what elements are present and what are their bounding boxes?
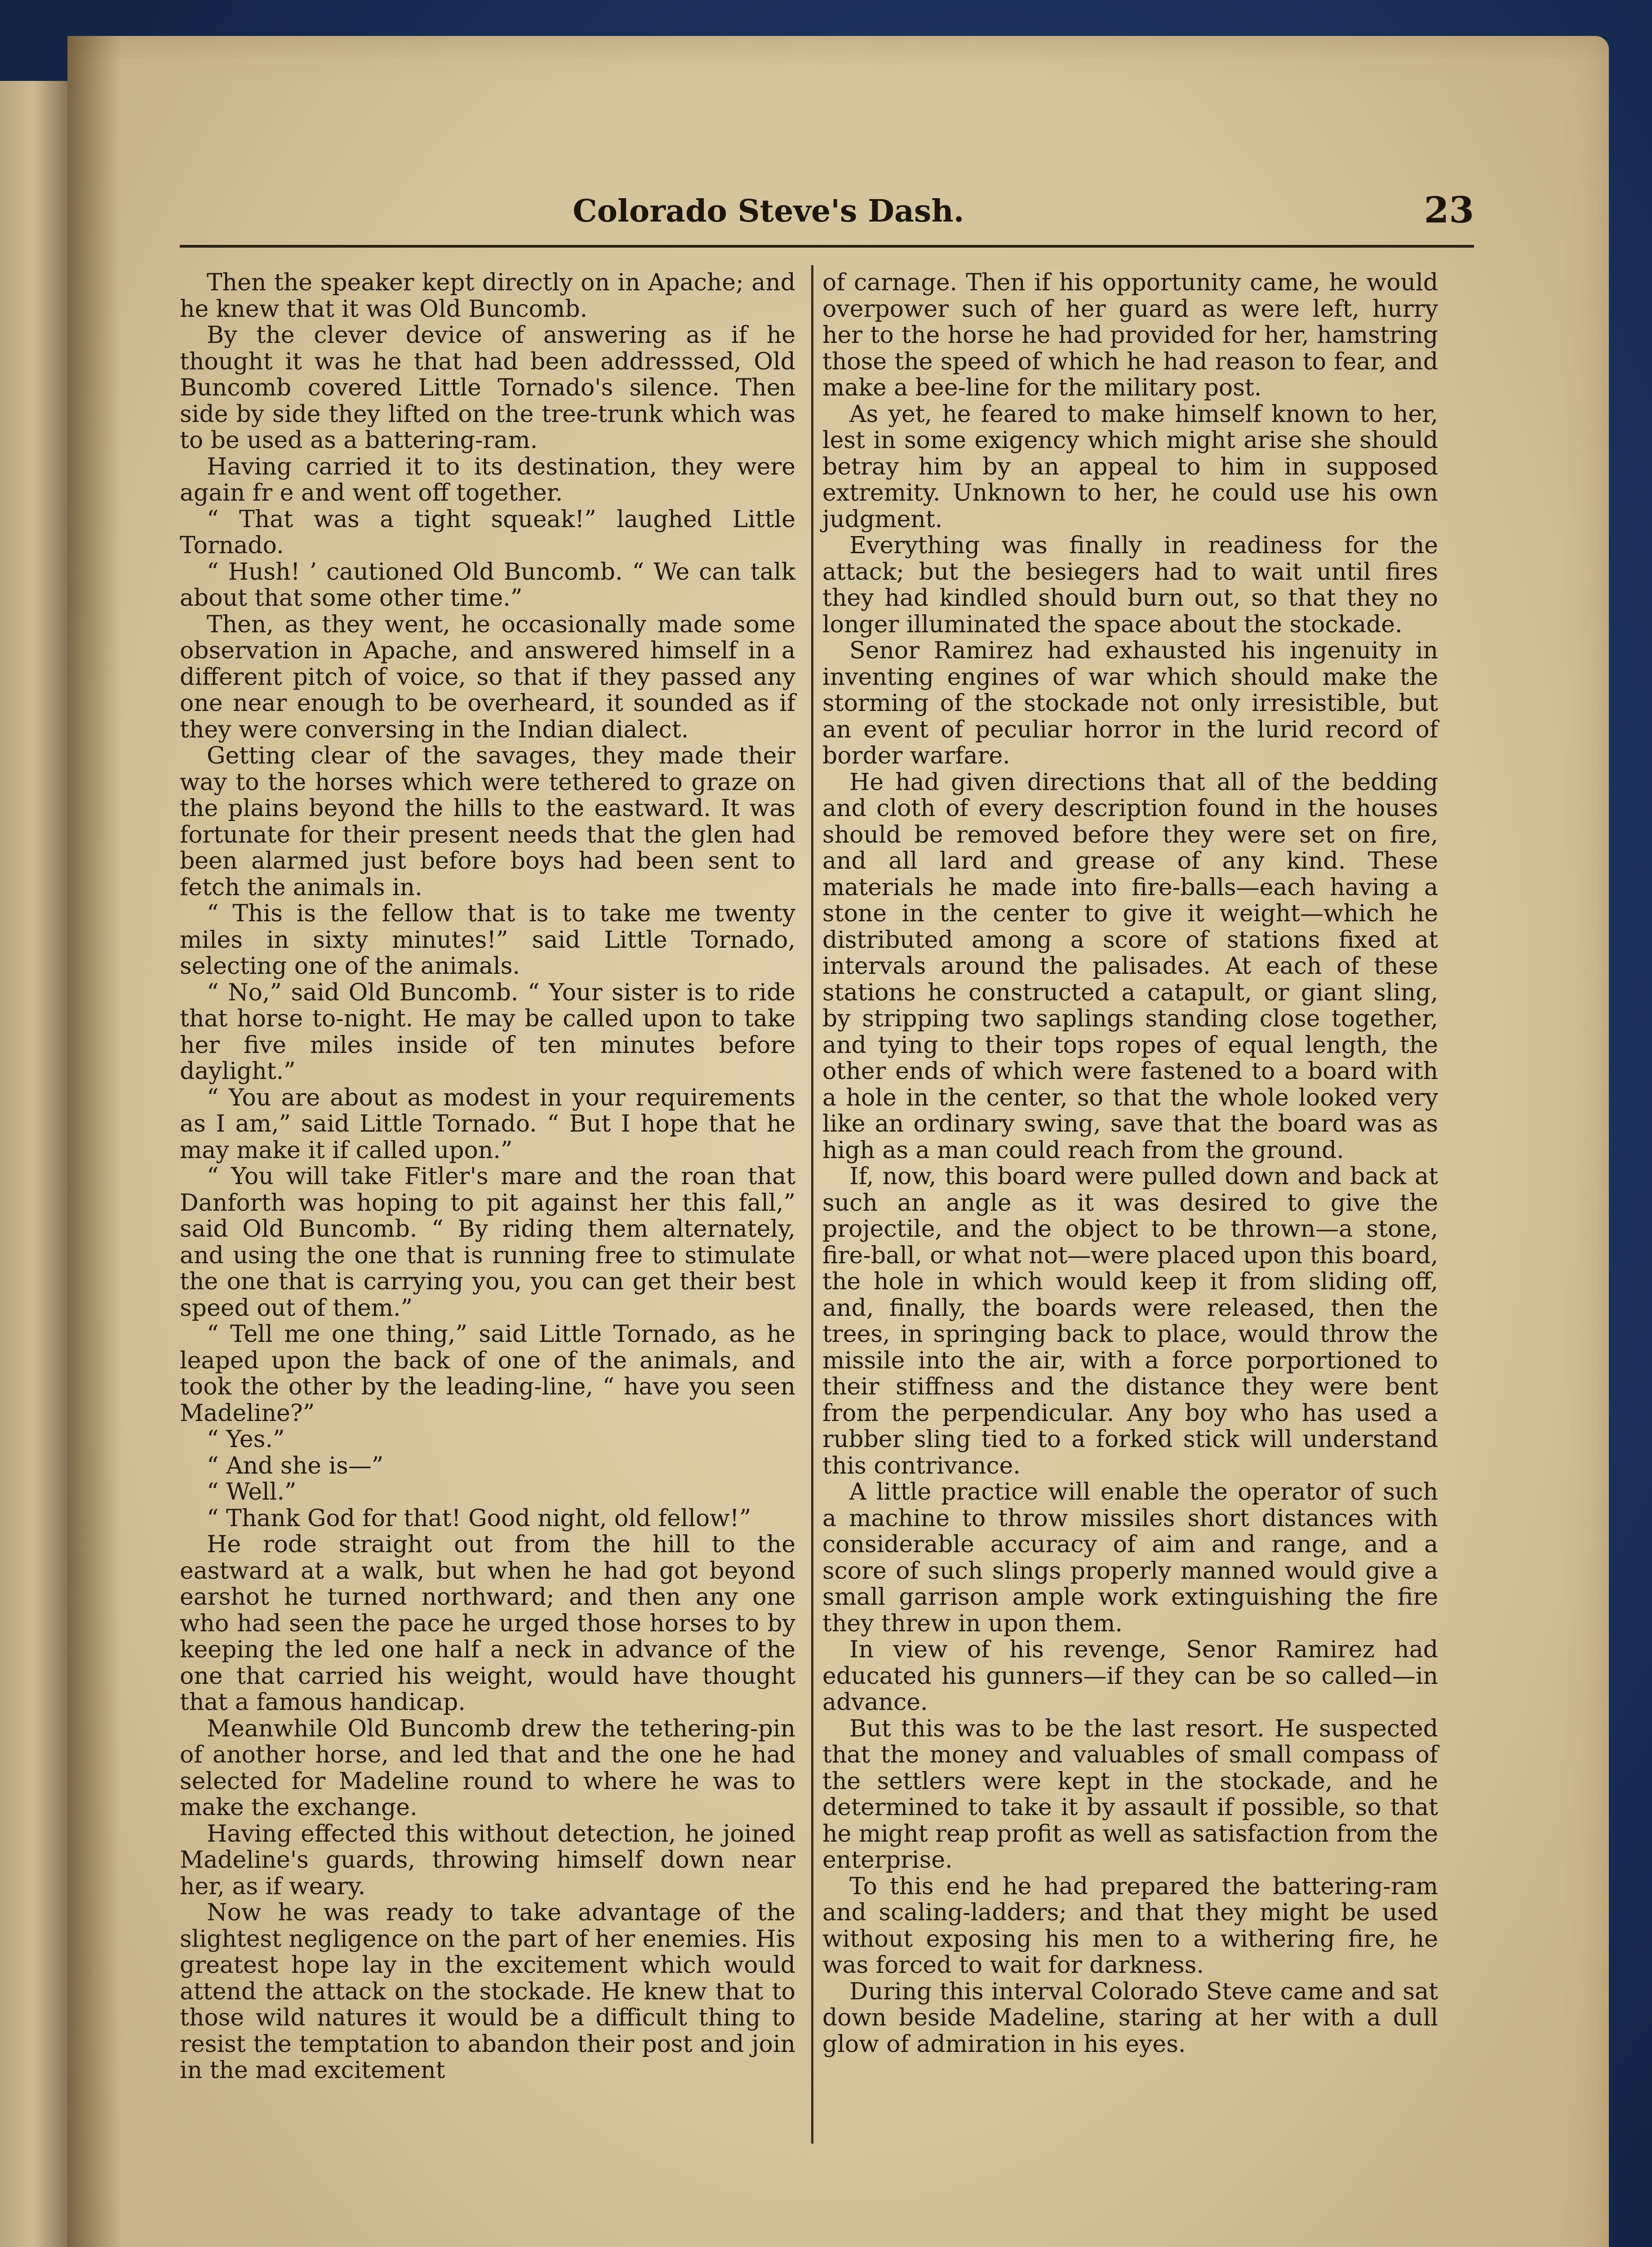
running-title: Colorado Steve's Dash. [573,193,964,229]
right-column [822,270,1438,2057]
paragraph: “ You are about as modest in your requirements as I am,” said Little Tornado. “ But I hope that he may make it if called upon.” [180,1084,795,1164]
paragraph: “ No,” said Old Buncomb. “ Your sister is to ride that horse to-night. He may be called upon to take her five miles inside of ten minutes before daylight.” [180,979,795,1085]
paragraph: “ That was a tight squeak!” laughed Little Tornado. [180,506,795,559]
paragraph: Having carried it to its destination, they were again fr e and went off together. [180,453,795,506]
paragraph: If, now, this board were pulled down and back at such an angle as it was desired to give the projectile, and the object to be thrown—a stone, fire-ball, or what not—were placed upon this board, the hole in which would keep it from sliding off, and, finally, the boards were released, then the trees, in springing back to place, would throw the missile into the air, with a force porportioned to their stiffness and the distance they were bent from the perpendicular. Any boy who has used a rubber sling tied to a forked stick will understand this contrivance. [822,1163,1438,1479]
page-header [180,189,1474,243]
paragraph: Then, as they went, he occasionally made some observation in Apache, and answered himself in a different pitch of voice, so that if they passed any one near enough to be overheard, it sounded as if they were conversing in the Indian dialect. [180,611,795,743]
paragraph: “ This is the fellow that is to take me twenty miles in sixty minutes!” said Little Tornado, selecting one of the animals. [180,900,795,980]
gutter-shadow [67,36,121,2247]
paragraph: As yet, he feared to make himself known to her, lest in some exigency which might arise she should betray him by an appeal to him in supposed extremity. Unknown to her, he could use his own judgment. [822,400,1438,533]
paragraph: By the clever device of answering as if he thought it was he that had been addresssed, Old Buncomb covered Little Tornado's silence. Then side by side they lifted on the tree-trunk which was to be used as a battering-ram. [180,322,795,454]
column-rule [811,265,813,2144]
paragraph: Then the speaker kept directly on in Apache; and he knew that it was Old Buncomb. [180,269,795,323]
paragraph: Having effected this without detection, he joined Madeline's guards, throwing himself down near her, as if weary. [180,1820,795,1900]
left-column [180,270,795,2084]
paragraph: A little practice will enable the operator of such a machine to throw missiles short distances with considerable accuracy of aim and range, and a score of such slings properly manned would give a small garrison ample work extinguishing the fire they threw in upon them. [822,1479,1438,1637]
paragraph: “ Yes.” [207,1426,285,1453]
paragraph: “ Hush! ’ cautioned Old Buncomb. “ We can talk about that some other time.” [180,558,795,612]
paragraph: To this end he had prepared the battering-ram and scaling-ladders; and that they might be used without exposing his men to a withering fire, he was forced to wait for darkness. [822,1873,1438,1979]
paragraph: “ Tell me one thing,” said Little Tornado, as he leaped upon the back of one of the animals, and took the other by the leading-line, “ have you seen Madeline?” [180,1321,795,1427]
facing-page-edge [0,81,71,2247]
paragraph: Now he was ready to take advantage of the slightest negligence on the part of her enemies. His greatest hope lay in the excitement which would attend the attack on the stockade. He knew that to those wild natures it would be a difficult thing to resist the temptation to abandon their post and join in the mad excitement [180,1899,795,2084]
paragraph: Meanwhile Old Buncomb drew the tethering-pin of another horse, and led that and the one he had selected for Madeline round to where he was to make the exchange. [180,1715,795,1821]
paragraph: “ Well.” [207,1479,297,1505]
paragraph: “ Thank God for that! Good night, old fellow!” [207,1505,751,1532]
paragraph: Getting clear of the savages, they made their way to the horses which were tethered to graze on the plains beyond the hills to the eastward. It was fortunate for their present needs that the glen had been alarmed just before boys had been sent to fetch the animals in. [180,742,795,901]
paragraph: In view of his revenge, Senor Ramirez had educated his gunners—if they can be so called—in advance. [822,1636,1438,1716]
paragraph: But this was to be the last resort. He suspected that the money and valuables of small compass of the settlers were kept in the stockade, and he determined to take it by assault if possible, so that he might reap profit as well as satisfaction from the enterprise. [822,1715,1438,1874]
paragraph: “ And she is—” [207,1452,384,1479]
header-rule [180,245,1474,248]
paragraph: “ You will take Fitler's mare and the roan that Danforth was hoping to pit against her this fall,” said Old Buncomb. “ By riding them alternately, and using the one that is running free to stimulate the one that is carrying you, you can get their best speed out of them.” [180,1163,795,1322]
paragraph: Everything was finally in readiness for the attack; but the besiegers had to wait until fires they had kindled should burn out, so that they no longer illuminated the space about the stockade. [822,532,1438,638]
continued-paragraph: of carnage. Then if his opportunity came, he would overpower such of her guard as were left, hurry her to the horse he had provided for her, hamstring those the speed of which he had reason to fear, and make a bee-line for the military post. [822,269,1438,401]
paragraph: Senor Ramirez had exhausted his ingenuity in inventing engines of war which should make the storming of the stockade not only irresistible, but an event of peculiar horror in the lurid record of border warfare. [822,637,1438,769]
page-number: 23 [1424,189,1474,231]
paragraph: He had given directions that all of the bedding and cloth of every description found in the houses should be removed before they were set on fire, and all lard and grease of any kind. These materials he made into fire-balls—each having a stone in the center to give it weight—which he distributed among a score of stations fixed at intervals around the palisades. At each of these stations he constructed a catapult, or giant sling, by stripping two saplings standing close together, and tying to their tops ropes of equal length, the other ends of which were fastened to a board with a hole in the center, so that the whole looked very like an ordinary swing, save that the board was as high as a man could reach from the ground. [822,768,1438,1164]
paragraph: He rode straight out from the hill to the eastward at a walk, but when he had got beyond earshot he turned northward; and then any one who had seen the pace he urged those horses to by keeping the led one half a neck in advance of the one that carried his weight, would have thought that a famous handicap. [180,1531,795,1716]
paragraph: During this interval Colorado Steve came and sat down beside Madeline, staring at her with a dull glow of admiration in his eyes. [822,1978,1438,2058]
